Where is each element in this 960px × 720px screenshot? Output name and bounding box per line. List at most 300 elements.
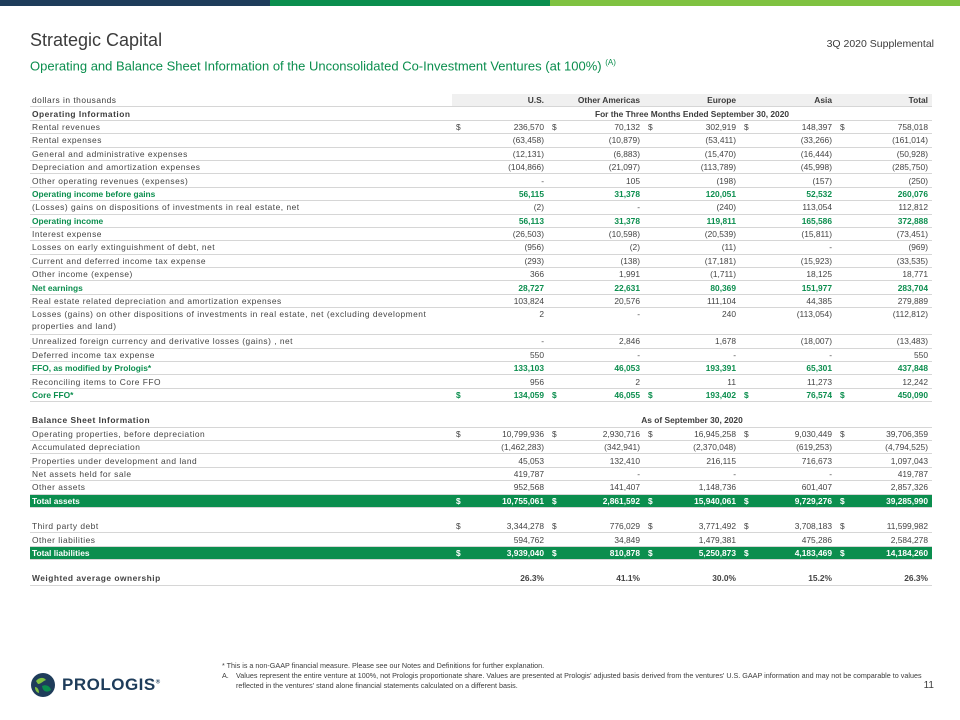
table-cell: (161,014) bbox=[848, 134, 932, 147]
row-label: Rental revenues bbox=[30, 120, 452, 133]
logo-registered: ® bbox=[155, 679, 161, 686]
table-cell: 113,054 bbox=[752, 201, 836, 214]
row-label: Net earnings bbox=[30, 281, 452, 294]
table-cell: 283,704 bbox=[848, 281, 932, 294]
table-cell: (1,711) bbox=[656, 268, 740, 281]
dollar-sign-cell bbox=[644, 335, 656, 348]
col-spacer bbox=[548, 94, 560, 107]
row-label: Properties under development and land bbox=[30, 454, 452, 467]
row-label: Other assets bbox=[30, 481, 452, 494]
table-cell: 11,599,982 bbox=[848, 520, 932, 533]
table-cell: (956) bbox=[464, 241, 548, 254]
footnote-star: * This is a non-GAAP financial measure. Please see our Notes and Definitions for further explanation. bbox=[222, 661, 545, 670]
dollar-sign-cell bbox=[644, 227, 656, 240]
table-cell: 22,631 bbox=[560, 281, 644, 294]
table-cell: (26,503) bbox=[464, 227, 548, 240]
section-period: As of September 30, 2020 bbox=[452, 414, 932, 427]
table-row bbox=[30, 281, 932, 294]
table-cell: 132,410 bbox=[560, 454, 644, 467]
page-number: 11 bbox=[923, 680, 934, 691]
dollar-sign-cell bbox=[452, 201, 464, 214]
dollar-sign-cell bbox=[644, 254, 656, 267]
top-bar-navy bbox=[0, 0, 270, 6]
table-cell: 46,053 bbox=[560, 362, 644, 375]
table-row bbox=[30, 533, 932, 546]
dollar-sign-cell: $ bbox=[836, 427, 848, 440]
dollar-sign-cell bbox=[740, 214, 752, 227]
table-cell: (20,539) bbox=[656, 227, 740, 240]
table-cell: (619,253) bbox=[752, 440, 836, 453]
subtitle-note: (A) bbox=[605, 58, 616, 67]
table-cell: 9,729,276 bbox=[752, 494, 836, 507]
row-label: Third party debt bbox=[30, 520, 452, 533]
dollar-sign-cell bbox=[548, 201, 560, 214]
table-cell: - bbox=[464, 335, 548, 348]
table-cell: 11 bbox=[656, 375, 740, 388]
table-cell: 26.3% bbox=[848, 572, 932, 585]
table-row bbox=[30, 546, 932, 559]
dollar-sign-cell: $ bbox=[548, 520, 560, 533]
dollar-sign-cell bbox=[548, 134, 560, 147]
table-cell: 1,097,043 bbox=[848, 454, 932, 467]
dollar-sign-cell bbox=[836, 308, 848, 335]
table-cell: 193,391 bbox=[656, 362, 740, 375]
table-cell: 810,878 bbox=[560, 546, 644, 559]
dollar-sign-cell bbox=[452, 214, 464, 227]
table-row bbox=[30, 520, 932, 533]
table-cell: 14,184,260 bbox=[848, 546, 932, 559]
table-cell: (113,789) bbox=[656, 160, 740, 173]
table-cell: 15.2% bbox=[752, 572, 836, 585]
dollar-sign-cell bbox=[452, 335, 464, 348]
table-cell: 18,125 bbox=[752, 268, 836, 281]
dollar-sign-cell: $ bbox=[644, 546, 656, 559]
dollar-sign-cell bbox=[740, 187, 752, 200]
dollar-sign-cell bbox=[548, 281, 560, 294]
dollar-sign-cell bbox=[836, 294, 848, 307]
column-header: U.S. bbox=[464, 94, 548, 107]
table-cell: 120,051 bbox=[656, 187, 740, 200]
table-cell: 151,977 bbox=[752, 281, 836, 294]
table-row bbox=[30, 174, 932, 187]
dollar-sign-cell bbox=[452, 454, 464, 467]
table-row bbox=[30, 120, 932, 133]
dollar-sign-cell: $ bbox=[452, 388, 464, 401]
dollar-sign-cell bbox=[836, 201, 848, 214]
dollar-sign-cell: $ bbox=[644, 388, 656, 401]
table-cell: 111,104 bbox=[656, 294, 740, 307]
dollar-sign-cell bbox=[644, 440, 656, 453]
column-header-row bbox=[30, 94, 932, 107]
page-subtitle bbox=[30, 58, 616, 73]
table-cell: (15,811) bbox=[752, 227, 836, 240]
dollar-sign-cell bbox=[452, 294, 464, 307]
table-cell: 302,919 bbox=[656, 120, 740, 133]
table-cell: 193,402 bbox=[656, 388, 740, 401]
table-row bbox=[30, 160, 932, 173]
dollar-sign-cell bbox=[740, 440, 752, 453]
dollar-sign-cell bbox=[644, 160, 656, 173]
dollar-sign-cell: $ bbox=[740, 546, 752, 559]
table-cell: 46,055 bbox=[560, 388, 644, 401]
dollar-sign-cell bbox=[644, 308, 656, 335]
table-cell: (157) bbox=[752, 174, 836, 187]
dollar-sign-cell bbox=[836, 533, 848, 546]
row-label: Weighted average ownership bbox=[30, 572, 452, 585]
table-cell: 2,846 bbox=[560, 335, 644, 348]
table-cell: (293) bbox=[464, 254, 548, 267]
dollar-sign-cell bbox=[836, 481, 848, 494]
row-label: Deferred income tax expense bbox=[30, 348, 452, 361]
table-cell: (2,370,048) bbox=[656, 440, 740, 453]
table-cell: 16,945,258 bbox=[656, 427, 740, 440]
table-cell: 952,568 bbox=[464, 481, 548, 494]
table-cell: (12,131) bbox=[464, 147, 548, 160]
dollar-sign-cell bbox=[452, 174, 464, 187]
table-cell: (112,812) bbox=[848, 308, 932, 335]
col-spacer bbox=[836, 94, 848, 107]
financial-table bbox=[30, 94, 932, 586]
table-cell: 1,479,381 bbox=[656, 533, 740, 546]
table-cell: 1,991 bbox=[560, 268, 644, 281]
dollar-sign-cell bbox=[548, 440, 560, 453]
table-cell: 11,273 bbox=[752, 375, 836, 388]
dollar-sign-cell: $ bbox=[644, 494, 656, 507]
footnotes bbox=[222, 661, 922, 691]
row-label: Core FFO* bbox=[30, 388, 452, 401]
dollar-sign-cell bbox=[836, 348, 848, 361]
subtitle-text: Operating and Balance Sheet Information of the Unconsolidated Co-Investment Ventures (at 100%) bbox=[30, 58, 602, 74]
table-cell: 956 bbox=[464, 375, 548, 388]
operating-section-header bbox=[30, 107, 932, 120]
dollar-sign-cell bbox=[740, 335, 752, 348]
table-cell: (113,054) bbox=[752, 308, 836, 335]
row-label: Losses (gains) on other dispositions of investments in real estate, net (excluding development properties and land) bbox=[30, 308, 452, 335]
dollar-sign-cell bbox=[644, 241, 656, 254]
dollar-sign-cell bbox=[836, 214, 848, 227]
dollar-sign-cell bbox=[548, 348, 560, 361]
table-cell: 2,861,592 bbox=[560, 494, 644, 507]
logo-wordmark bbox=[62, 675, 161, 695]
dollar-sign-cell bbox=[644, 533, 656, 546]
table-row bbox=[30, 494, 932, 507]
dollar-sign-cell bbox=[836, 440, 848, 453]
table-cell: (13,483) bbox=[848, 335, 932, 348]
table-cell: 550 bbox=[848, 348, 932, 361]
table-cell: 28,727 bbox=[464, 281, 548, 294]
table-cell: 450,090 bbox=[848, 388, 932, 401]
row-label: Operating income before gains bbox=[30, 187, 452, 200]
section-period: For the Three Months Ended September 30, 2020 bbox=[452, 107, 932, 120]
page-title: Strategic Capital bbox=[30, 30, 163, 50]
dollar-sign-cell bbox=[644, 481, 656, 494]
row-label: Losses on early extinguishment of debt, net bbox=[30, 241, 452, 254]
table-cell: 39,706,359 bbox=[848, 427, 932, 440]
dollar-sign-cell: $ bbox=[452, 120, 464, 133]
dollar-sign-cell bbox=[836, 467, 848, 480]
dollar-sign-cell bbox=[548, 308, 560, 335]
dollar-sign-cell: $ bbox=[644, 427, 656, 440]
table-cell: 776,029 bbox=[560, 520, 644, 533]
dollar-sign-cell bbox=[740, 454, 752, 467]
table-cell: 12,242 bbox=[848, 375, 932, 388]
table-row bbox=[30, 572, 932, 585]
table-cell: (2) bbox=[464, 201, 548, 214]
dollar-sign-cell bbox=[452, 481, 464, 494]
col-spacer bbox=[644, 94, 656, 107]
col-spacer bbox=[452, 94, 464, 107]
table-cell: (15,923) bbox=[752, 254, 836, 267]
table-cell: 419,787 bbox=[464, 467, 548, 480]
dollar-sign-cell bbox=[836, 160, 848, 173]
dollar-sign-cell bbox=[836, 254, 848, 267]
dollar-sign-cell bbox=[836, 174, 848, 187]
dollar-sign-cell bbox=[548, 335, 560, 348]
table-cell: 18,771 bbox=[848, 268, 932, 281]
dollar-sign-cell bbox=[644, 454, 656, 467]
table-cell: (104,866) bbox=[464, 160, 548, 173]
dollar-sign-cell bbox=[644, 268, 656, 281]
table-cell: 1,148,736 bbox=[656, 481, 740, 494]
spacer-cell bbox=[30, 507, 932, 520]
dollar-sign-cell bbox=[740, 348, 752, 361]
table-cell: 366 bbox=[464, 268, 548, 281]
prologis-globe-icon bbox=[30, 672, 56, 698]
dollar-sign-cell bbox=[452, 147, 464, 160]
table-cell: 80,369 bbox=[656, 281, 740, 294]
table-row bbox=[30, 335, 932, 348]
row-label: Net assets held for sale bbox=[30, 467, 452, 480]
prologis-logo bbox=[30, 672, 161, 698]
dollar-sign-cell bbox=[740, 375, 752, 388]
dollar-sign-cell: $ bbox=[740, 388, 752, 401]
units-label: dollars in thousands bbox=[30, 94, 452, 107]
dollar-sign-cell bbox=[548, 214, 560, 227]
col-spacer bbox=[740, 94, 752, 107]
dollar-sign-cell bbox=[740, 362, 752, 375]
spacer-row bbox=[30, 402, 932, 415]
dollar-sign-cell bbox=[836, 134, 848, 147]
table-cell: 758,018 bbox=[848, 120, 932, 133]
dollar-sign-cell bbox=[644, 572, 656, 585]
row-label: FFO, as modified by Prologis* bbox=[30, 362, 452, 375]
column-header: Europe bbox=[656, 94, 740, 107]
table-cell: (73,451) bbox=[848, 227, 932, 240]
dollar-sign-cell bbox=[452, 160, 464, 173]
table-cell: - bbox=[752, 467, 836, 480]
table-cell: 133,103 bbox=[464, 362, 548, 375]
dollar-sign-cell bbox=[644, 134, 656, 147]
table-cell: 2,584,278 bbox=[848, 533, 932, 546]
dollar-sign-cell: $ bbox=[740, 520, 752, 533]
row-label: General and administrative expenses bbox=[30, 147, 452, 160]
dollar-sign-cell bbox=[836, 241, 848, 254]
dollar-sign-cell bbox=[548, 160, 560, 173]
dollar-sign-cell: $ bbox=[740, 120, 752, 133]
dollar-sign-cell: $ bbox=[644, 520, 656, 533]
table-cell: (33,266) bbox=[752, 134, 836, 147]
dollar-sign-cell: $ bbox=[836, 388, 848, 401]
dollar-sign-cell bbox=[644, 187, 656, 200]
table-cell: 2,930,716 bbox=[560, 427, 644, 440]
table-cell: 15,940,061 bbox=[656, 494, 740, 507]
table-cell: 134,059 bbox=[464, 388, 548, 401]
table-cell: 165,586 bbox=[752, 214, 836, 227]
table-row bbox=[30, 227, 932, 240]
dollar-sign-cell: $ bbox=[452, 494, 464, 507]
spacer-row bbox=[30, 560, 932, 573]
row-label: Other liabilities bbox=[30, 533, 452, 546]
table-cell: 601,407 bbox=[752, 481, 836, 494]
dollar-sign-cell bbox=[740, 481, 752, 494]
footnote-a-text: Values represent the entire venture at 100%, not Prologis proportionate share. Values are presented at Prologis' adjusted basis derived from the ventures' U.S. GAAP information and may not be comparable to values reflected in the ventures' stand alone financial statements calculated on a different basis. bbox=[236, 671, 922, 690]
dollar-sign-cell bbox=[740, 241, 752, 254]
table-row bbox=[30, 467, 932, 480]
dollar-sign-cell bbox=[740, 174, 752, 187]
dollar-sign-cell: $ bbox=[548, 494, 560, 507]
table-cell: 4,183,469 bbox=[752, 546, 836, 559]
footnote-a bbox=[222, 671, 922, 691]
dollar-sign-cell bbox=[452, 134, 464, 147]
dollar-sign-cell bbox=[740, 147, 752, 160]
table-cell: 10,799,936 bbox=[464, 427, 548, 440]
table-cell: (969) bbox=[848, 241, 932, 254]
table-cell: 419,787 bbox=[848, 467, 932, 480]
dollar-sign-cell bbox=[548, 187, 560, 200]
table-cell: - bbox=[656, 348, 740, 361]
dollar-sign-cell bbox=[740, 160, 752, 173]
table-row bbox=[30, 454, 932, 467]
table-cell: (16,444) bbox=[752, 147, 836, 160]
dollar-sign-cell bbox=[548, 481, 560, 494]
table-cell: 76,574 bbox=[752, 388, 836, 401]
table-cell: (21,097) bbox=[560, 160, 644, 173]
dollar-sign-cell bbox=[740, 281, 752, 294]
dollar-sign-cell bbox=[548, 467, 560, 480]
table-cell: 3,939,040 bbox=[464, 546, 548, 559]
dollar-sign-cell bbox=[644, 362, 656, 375]
table-cell: 1,678 bbox=[656, 335, 740, 348]
row-label: Total liabilities bbox=[30, 546, 452, 559]
table-cell: - bbox=[752, 348, 836, 361]
table-cell: (11) bbox=[656, 241, 740, 254]
table-row bbox=[30, 254, 932, 267]
table-cell: 3,344,278 bbox=[464, 520, 548, 533]
dollar-sign-cell bbox=[452, 533, 464, 546]
table-cell: 475,286 bbox=[752, 533, 836, 546]
spacer-cell bbox=[30, 402, 932, 415]
dollar-sign-cell bbox=[740, 572, 752, 585]
footnote-a-marker: A. bbox=[222, 671, 229, 680]
table-cell: (15,470) bbox=[656, 147, 740, 160]
dollar-sign-cell bbox=[548, 254, 560, 267]
dollar-sign-cell: $ bbox=[644, 120, 656, 133]
dollar-sign-cell bbox=[644, 348, 656, 361]
table-row bbox=[30, 308, 932, 335]
table-cell: 148,397 bbox=[752, 120, 836, 133]
table-cell: 45,053 bbox=[464, 454, 548, 467]
dollar-sign-cell bbox=[452, 348, 464, 361]
table-cell: 10,755,061 bbox=[464, 494, 548, 507]
dollar-sign-cell bbox=[836, 281, 848, 294]
table-cell: 103,824 bbox=[464, 294, 548, 307]
table-row bbox=[30, 481, 932, 494]
table-row bbox=[30, 427, 932, 440]
dollar-sign-cell bbox=[452, 281, 464, 294]
section-title: Operating Information bbox=[30, 107, 452, 120]
dollar-sign-cell bbox=[740, 308, 752, 335]
spacer-cell bbox=[30, 560, 932, 573]
table-cell: 31,378 bbox=[560, 187, 644, 200]
column-header: Other Americas bbox=[560, 94, 644, 107]
row-label: Real estate related depreciation and amortization expenses bbox=[30, 294, 452, 307]
dollar-sign-cell bbox=[452, 268, 464, 281]
column-header: Total bbox=[848, 94, 932, 107]
row-label: Reconciling items to Core FFO bbox=[30, 375, 452, 388]
table-cell: 594,762 bbox=[464, 533, 548, 546]
dollar-sign-cell bbox=[644, 281, 656, 294]
dollar-sign-cell: $ bbox=[452, 546, 464, 559]
table-cell: 3,771,492 bbox=[656, 520, 740, 533]
dollar-sign-cell bbox=[740, 467, 752, 480]
dollar-sign-cell bbox=[836, 335, 848, 348]
table-cell: - bbox=[752, 241, 836, 254]
dollar-sign-cell bbox=[548, 241, 560, 254]
dollar-sign-cell: $ bbox=[836, 520, 848, 533]
table-cell: (198) bbox=[656, 174, 740, 187]
table-cell: 31,378 bbox=[560, 214, 644, 227]
dollar-sign-cell bbox=[644, 147, 656, 160]
table-cell: - bbox=[464, 174, 548, 187]
dollar-sign-cell bbox=[548, 533, 560, 546]
table-cell: (342,941) bbox=[560, 440, 644, 453]
table-cell: 141,407 bbox=[560, 481, 644, 494]
dollar-sign-cell bbox=[836, 187, 848, 200]
dollar-sign-cell bbox=[836, 572, 848, 585]
table-cell: (1,462,283) bbox=[464, 440, 548, 453]
row-label: Depreciation and amortization expenses bbox=[30, 160, 452, 173]
table-cell: 20,576 bbox=[560, 294, 644, 307]
table-cell: 56,115 bbox=[464, 187, 548, 200]
spacer-row bbox=[30, 507, 932, 520]
table-cell: - bbox=[656, 467, 740, 480]
table-row bbox=[30, 214, 932, 227]
dollar-sign-cell: $ bbox=[452, 427, 464, 440]
row-label: Operating income bbox=[30, 214, 452, 227]
table-cell: 550 bbox=[464, 348, 548, 361]
logo-text: PROLOGIS bbox=[62, 675, 156, 694]
dollar-sign-cell bbox=[644, 375, 656, 388]
dollar-sign-cell bbox=[740, 134, 752, 147]
top-bar-green bbox=[270, 0, 550, 6]
table-cell: 372,888 bbox=[848, 214, 932, 227]
dollar-sign-cell bbox=[452, 308, 464, 335]
table-cell: 437,848 bbox=[848, 362, 932, 375]
dollar-sign-cell bbox=[548, 362, 560, 375]
row-label: Rental expenses bbox=[30, 134, 452, 147]
table-cell: 119,811 bbox=[656, 214, 740, 227]
column-header: Asia bbox=[752, 94, 836, 107]
dollar-sign-cell bbox=[452, 467, 464, 480]
dollar-sign-cell bbox=[452, 254, 464, 267]
dollar-sign-cell bbox=[836, 454, 848, 467]
table-row bbox=[30, 187, 932, 200]
dollar-sign-cell: $ bbox=[836, 120, 848, 133]
table-cell: (17,181) bbox=[656, 254, 740, 267]
balance-section-header bbox=[30, 414, 932, 427]
table-row bbox=[30, 241, 932, 254]
dollar-sign-cell bbox=[836, 375, 848, 388]
